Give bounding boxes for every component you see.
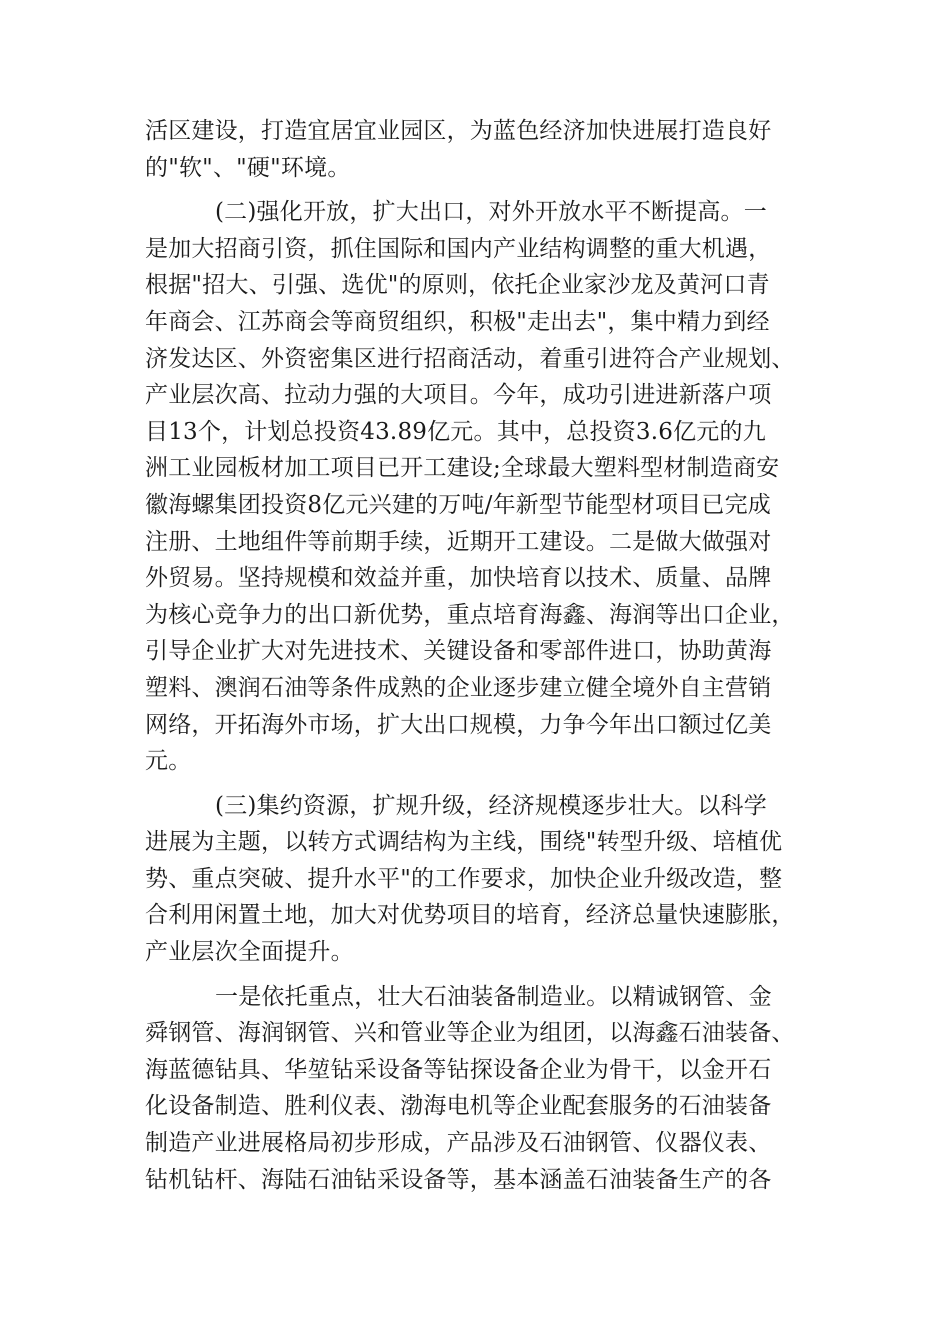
text-line: 塑料、澳润石油等条件成熟的企业逐步建立健全境外自主营销 bbox=[145, 674, 772, 701]
text-line: 根据"招大、引强、选优"的原则，依托企业家沙龙及黄河口青 bbox=[145, 272, 770, 299]
text-line: 产业层次全面提升。 bbox=[145, 939, 354, 966]
document-body bbox=[145, 113, 805, 1198]
text-line: 是加大招商引资，抓住国际和国内产业结构调整的重大机遇， bbox=[145, 235, 772, 262]
text-line: 洲工业园板材加工项目已开工建设;全球最大塑料型材制造商安 bbox=[145, 455, 780, 482]
paragraph bbox=[145, 788, 805, 971]
text-line: 元。 bbox=[145, 748, 192, 775]
paragraph-gap bbox=[145, 186, 805, 194]
text-line: (三)集约资源，扩规升级，经济规模逐步壮大。以科学 bbox=[215, 792, 767, 819]
text-line: 目13个，计划总投资43.89亿元。其中，总投资3.6亿元的九 bbox=[145, 418, 766, 445]
text-line: 注册、土地组件等前期手续，近期开工建设。二是做大做强对 bbox=[145, 528, 772, 555]
text-line: 为核心竞争力的出口新优势，重点培育海鑫、海润等出口企业， bbox=[145, 601, 795, 628]
text-line: 的"软"、"硬"环境。 bbox=[145, 154, 351, 181]
text-line: 合利用闲置土地，加大对优势项目的培育，经济总量快速膨胀， bbox=[145, 902, 795, 929]
paragraph bbox=[145, 979, 805, 1199]
text-line: 化设备制造、胜利仪表、渤海电机等企业配套服务的石油装备 bbox=[145, 1093, 772, 1120]
text-line: 活区建设，打造宜居宜业园区，为蓝色经济加快进展打造良好 bbox=[145, 118, 772, 144]
paragraph-gap bbox=[145, 780, 805, 788]
paragraph bbox=[145, 113, 805, 186]
paragraph-gap bbox=[145, 971, 805, 979]
text-line: 海蓝德钻具、华堃钻采设备等钻探设备企业为骨干，以金开石 bbox=[145, 1056, 772, 1083]
text-line: 外贸易。坚持规模和效益并重，加快培育以技术、质量、品牌 bbox=[145, 565, 772, 592]
text-line: 制造产业进展格局初步形成，产品涉及石油钢管、仪器仪表、 bbox=[145, 1130, 772, 1157]
text-line: 引导企业扩大对先进技术、关键设备和零部件进口，协助黄海 bbox=[145, 638, 772, 665]
text-line: 进展为主题，以转方式调结构为主线，围绕"转型升级、培植优 bbox=[145, 829, 783, 856]
text-line: 一是依托重点，壮大石油装备制造业。以精诚钢管、金 bbox=[215, 983, 772, 1010]
text-line: 网络，开拓海外市场，扩大出口规模，力争今年出口额过亿美 bbox=[145, 711, 772, 738]
text-line: 徽海螺集团投资8亿元兴建的万吨/年新型节能型材项目已完成 bbox=[145, 491, 771, 518]
text-line: 济发达区、外资密集区进行招商活动，着重引进符合产业规划、 bbox=[145, 345, 795, 372]
paragraph bbox=[145, 194, 805, 780]
text-line: 势、重点突破、提升水平"的工作要求，加快企业升级改造，整 bbox=[145, 865, 783, 892]
text-line: 钻机钻杆、海陆石油钻采设备等，基本涵盖石油装备生产的各 bbox=[145, 1166, 772, 1193]
text-line: 舜钢管、海润钢管、兴和管业等企业为组团，以海鑫石油装备、 bbox=[145, 1020, 795, 1047]
text-line: 年商会、江苏商会等商贸组织，积极"走出去"，集中精力到经 bbox=[145, 308, 770, 335]
text-line: (二)强化开放，扩大出口，对外开放水平不断提高。一 bbox=[215, 199, 767, 226]
text-line: 产业层次高、拉动力强的大项目。今年，成功引进进新落户项 bbox=[145, 382, 772, 409]
